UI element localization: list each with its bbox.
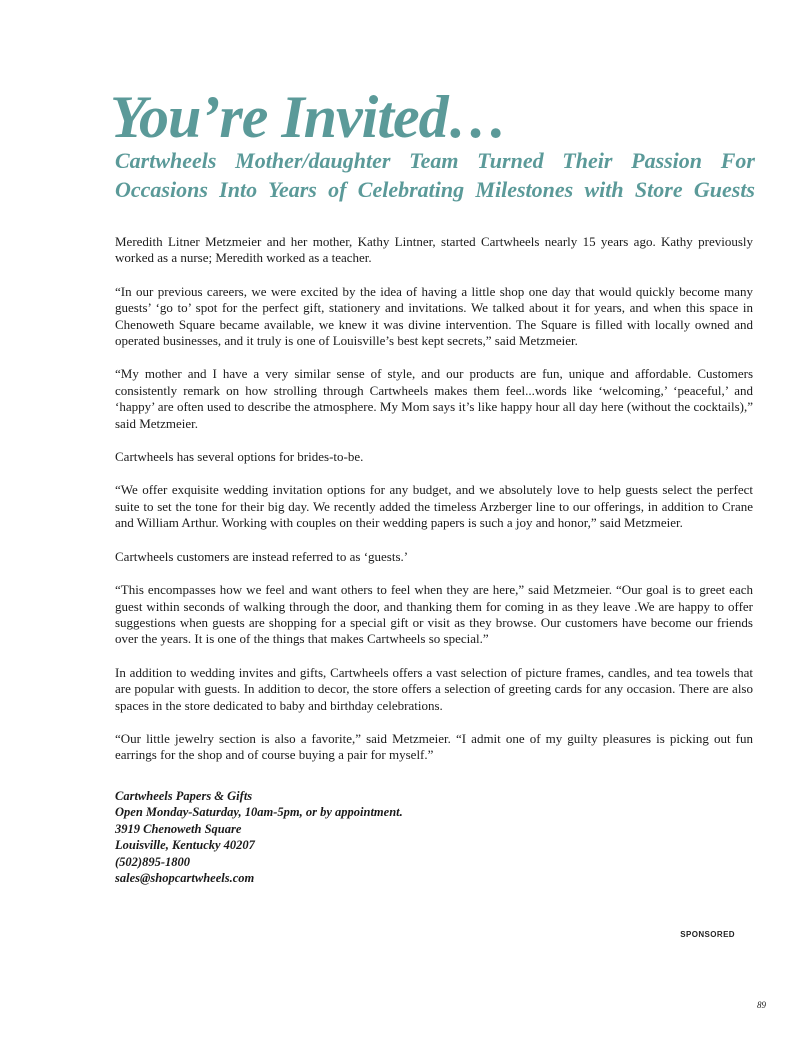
page-number: 89 <box>757 1000 766 1010</box>
subtitle-line-2: Occasions Into Years of Celebrating Milestones with Store Guests <box>115 177 755 202</box>
paragraph-previous-careers: “In our previous careers, we were excited by the idea of having a little shop one day that would quickly become many guests’ ‘go to’ spot for the perfect gift, stationery and invitations. We talked about it for years, and when this space in Chenoweth Square became available, we knew it was divine intervention. The Square is filled with locally owned and operated businesses, and it truly is one of Louisville’s best kept secrets,” said Metzmeier. <box>115 283 753 349</box>
store-street-address: 3919 Chenoweth Square <box>115 821 242 836</box>
paragraph-offerings: In addition to wedding invites and gifts, Cartwheels offers a vast selection of picture frames, candles, and tea towels that are popular with guests. In addition to decor, the store offers a selection of greeting cards for any occasion. There are also spaces in the store dedicated to baby and birthday celebrations. <box>115 664 753 713</box>
sponsored-label: SPONSORED <box>680 930 735 939</box>
store-phone: (502)895-1800 <box>115 854 190 869</box>
article-subtitle <box>115 146 755 204</box>
paragraph-style: “My mother and I have a very similar sense of style, and our products are fun, unique and affordable. Customers consistently remark on how strolling through Cartwheels makes them feel...words like ‘welcoming,’ ‘peaceful,’ and ‘happy’ are often used to describe the atmosphere. My Mom says it’s like happy hour all day here (without the cocktails),” said Metzmeier. <box>115 366 753 431</box>
store-email: sales@shopcartwheels.com <box>115 871 255 886</box>
paragraph-intro: Meredith Litner Metzmeier and her mother, Kathy Lintner, started Cartwheels nearly 15 years ago. Kathy previously worked as a nurse; Meredith worked as a teacher. <box>115 234 753 266</box>
paragraph-brides: Cartwheels has several options for brides-to-be. <box>115 449 364 465</box>
article-body <box>115 234 753 781</box>
paragraph-jewelry: “Our little jewelry section is also a favorite,” said Metzmeier. “I admit one of my guilty pleasures is picking out fun earrings for the shop and of course buying a pair for myself.” <box>115 730 753 763</box>
paragraph-greeting: “This encompasses how we feel and want others to feel when they are here,” said Metzmeier. “Our goal is to greet each guest within seconds of walking through the door, and thanking them for coming in as they leave .We are happy to offer suggestions when guests are shopping for a special gift or visit as they browse. Our customers have become our friends over the years. It is one of the things that makes Cartwheels so special.” <box>115 582 753 647</box>
store-name: Cartwheels Papers & Gifts <box>115 789 253 803</box>
paragraph-guests: Cartwheels customers are instead referred to as ‘guests.’ <box>115 548 409 564</box>
article-title: You’re Invited… <box>110 84 507 150</box>
store-hours: Open Monday-Saturday, 10am-5pm, or by appointment. <box>115 805 403 820</box>
store-city-address: Louisville, Kentucky 40207 <box>115 838 255 853</box>
store-contact-block <box>115 788 515 886</box>
subtitle-line-1: Cartwheels Mother/daughter Team Turned Their Passion For <box>115 148 755 173</box>
paragraph-wedding-invitations: “We offer exquisite wedding invitation options for any budget, and we absolutely love to help guests select the perfect suite to set the tone for their big day. We recently added the timeless Arzberger line to our offerings, in addition to Crane and William Arthur. Working with couples on their wedding papers is such a joy and honor,” said Metzmeier. <box>115 482 753 531</box>
